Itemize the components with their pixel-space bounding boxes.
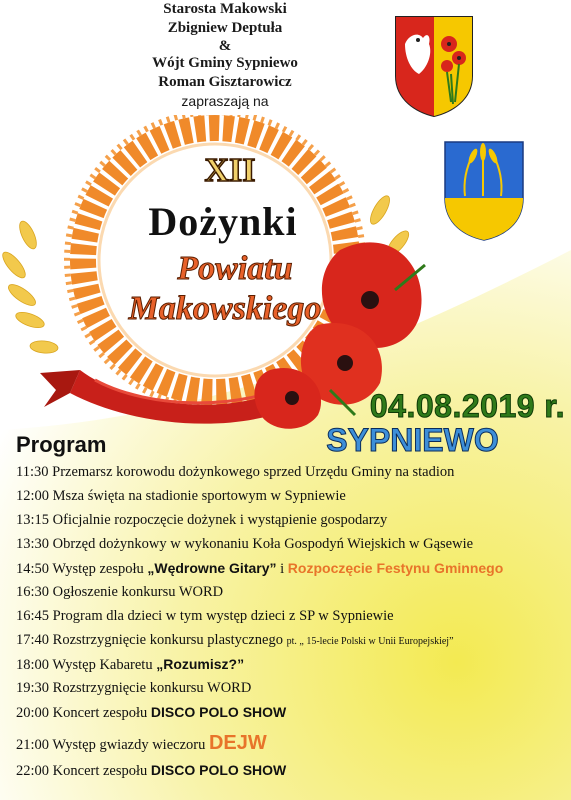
schedule-time: 12:00	[16, 488, 50, 504]
schedule-item	[16, 512, 387, 529]
organizer-line-4: Roman Gisztarowicz	[158, 74, 292, 90]
schedule-text: Obrzęd dożynkowy w wykonaniu Koła Gospodyń Wiejskich w Gąsewie	[52, 536, 474, 552]
schedule-item	[16, 732, 267, 755]
schedule-text: Msza święta na stadionie sportowym w Sypniewie	[52, 488, 346, 504]
schedule-item	[16, 584, 223, 601]
schedule-text-mid: i	[276, 561, 288, 577]
invite-text: zapraszają na	[181, 93, 269, 109]
event-date: 04.08.2019 r.	[369, 388, 565, 424]
schedule-time: 18:00	[16, 657, 50, 673]
makow-county-crest-icon	[393, 14, 475, 118]
schedule-item	[16, 680, 251, 697]
schedule-time: 13:30	[16, 536, 50, 552]
schedule-text: Oficjalnie rozpoczęcie dożynek i wystąpienie gospodarzy	[52, 512, 388, 528]
organizer-line-1: Starosta Makowski	[163, 1, 287, 17]
schedule-highlight: Rozpoczęcie Festynu Gminnego	[287, 560, 504, 576]
schedule-text: Rozstrzygnięcie konkursu plastycznego	[52, 632, 287, 648]
schedule-text: Program dla dzieci w tym występ dzieci z SP w Sypniewie	[52, 608, 394, 624]
schedule-item	[16, 762, 286, 780]
schedule-time: 21:00	[16, 737, 50, 753]
schedule-time: 14:50	[16, 561, 50, 577]
sypniewo-commune-crest-icon	[443, 140, 525, 242]
program-heading: Program	[16, 432, 107, 457]
schedule-star: DEJW	[208, 732, 267, 754]
schedule-item	[16, 464, 454, 481]
organizer-line-3: Wójt Gminy Sypniewo	[152, 55, 298, 71]
schedule-bold: „Wędrowne Gitary”	[147, 560, 277, 576]
schedule-time: 16:45	[16, 608, 50, 624]
schedule-time: 11:30	[16, 464, 49, 480]
schedule-item	[16, 536, 473, 553]
schedule-text: Ogłoszenie konkursu WORD	[52, 584, 224, 600]
organizer-line-2: Zbigniew Deptuła	[167, 20, 283, 36]
event-place: SYPNIEWO	[326, 422, 499, 458]
schedule-bold: „Rozumisz?”	[156, 656, 245, 672]
schedule-text: Koncert zespołu	[52, 763, 151, 779]
schedule-time: 17:40	[16, 632, 50, 648]
schedule-time: 19:30	[16, 680, 50, 696]
schedule-item	[16, 488, 346, 505]
schedule-item	[16, 560, 503, 578]
schedule-bold: DISCO POLO SHOW	[150, 762, 287, 778]
schedule-item	[16, 704, 286, 722]
schedule-time: 20:00	[16, 705, 50, 721]
schedule-item	[16, 608, 394, 625]
schedule-time: 22:00	[16, 763, 50, 779]
schedule-text: Koncert zespołu	[52, 705, 151, 721]
schedule-time: 13:15	[16, 512, 50, 528]
edition-numeral: XII	[204, 152, 256, 189]
event-subtitle-1: Powiatu	[177, 250, 293, 287]
event-subtitle-2: Makowskiego	[128, 290, 322, 327]
schedule-text: Przemarsz korowodu dożynkowego sprzed Urzędu Gminy na stadion	[52, 464, 455, 480]
organizers-block	[110, 0, 340, 111]
schedule-small-note: pt. „ 15-lecie Polski w Unii Europejskiej”	[286, 636, 454, 647]
event-title: Dożynki	[148, 199, 298, 244]
organizer-ampersand: &	[218, 38, 232, 54]
schedule-item	[16, 656, 244, 674]
schedule-text: Występ Kabaretu	[52, 657, 157, 673]
schedule-time: 16:30	[16, 584, 50, 600]
schedule-text: Występ zespołu	[52, 561, 148, 577]
schedule-item	[16, 632, 454, 649]
schedule-text: Rozstrzygnięcie konkursu WORD	[52, 680, 252, 696]
schedule-text: Występ gwiazdy wieczoru	[52, 737, 209, 753]
schedule-bold: DISCO POLO SHOW	[150, 704, 287, 720]
